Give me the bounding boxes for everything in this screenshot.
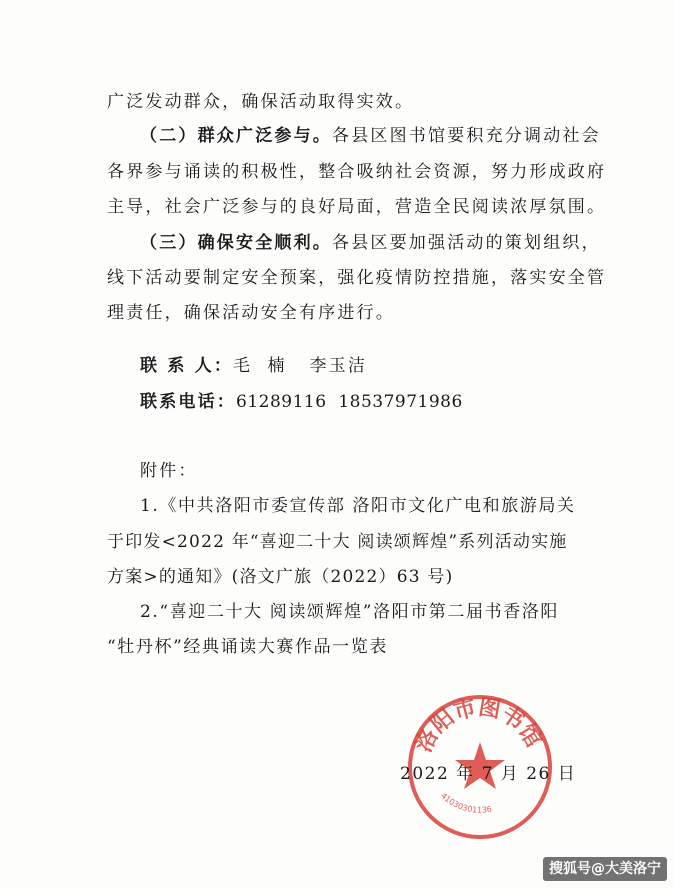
section-3-line-3: 理责任，确保活动安全有序进行。 (107, 303, 395, 323)
attachment-1-line-3: 方案>的通知》(洛文广旅（2022）63 号) (107, 567, 454, 587)
section-2-line-2: 各界参与诵读的积极性，整合吸纳社会资源，努力形成政府 (107, 162, 607, 182)
section-3-line-1 (140, 232, 601, 254)
seal-number: 41030301136 (439, 791, 493, 815)
section-2-heading: （二）群众广泛参与。 (140, 126, 332, 146)
attachment-2-line-1: 2.“喜迎二十大 阅读颂辉煌”洛阳市第二届书香洛阳 (140, 602, 560, 622)
contact-person (140, 355, 367, 377)
section-2-line-3: 主导，社会广泛参与的良好局面，营造全民阅读浓厚氛围。 (107, 197, 607, 217)
contact-phone-numbers: 61289116 18537971986 (236, 392, 463, 412)
section-3-line-1-rest: 各县区要加强活动的策划组织， (332, 233, 601, 253)
paragraph-1-end: 广泛发动群众，确保活动取得实效。 (107, 92, 415, 112)
attachment-1-line-2: 于印发<2022 年“喜迎二十大 阅读颂辉煌”系列活动实施 (107, 532, 568, 552)
attachment-2-line-2: “牡丹杯”经典诵读大赛作品一览表 (107, 637, 388, 657)
document-date: 2022 年 7 月 26 日 (400, 764, 577, 784)
svg-text:41030301136 (439, 791, 492, 815)
contact-person-names: 毛 楠 李玉洁 (233, 356, 368, 376)
section-2-line-1-rest: 各县区图书馆要积充分调动社会 (332, 126, 601, 146)
section-3-heading: （三）确保安全顺利。 (140, 233, 332, 253)
contact-phone-label: 联系电话： (140, 392, 236, 412)
attachments-label: 附件： (140, 461, 198, 481)
contact-person-label: 联 系 人： (140, 356, 234, 376)
seal-text: 洛阳市图书馆 (411, 695, 547, 757)
section-2-line-1 (140, 125, 601, 147)
attachment-1-line-1: 1.《中共洛阳市委宣传部 洛阳市文化广电和旅游局关 (140, 496, 576, 516)
watermark: 搜狐号@大美洛宁 (543, 857, 667, 881)
section-3-line-2: 线下活动要制定安全预案，强化疫情防控措施，落实安全管 (107, 268, 607, 288)
contact-phone (140, 391, 463, 413)
